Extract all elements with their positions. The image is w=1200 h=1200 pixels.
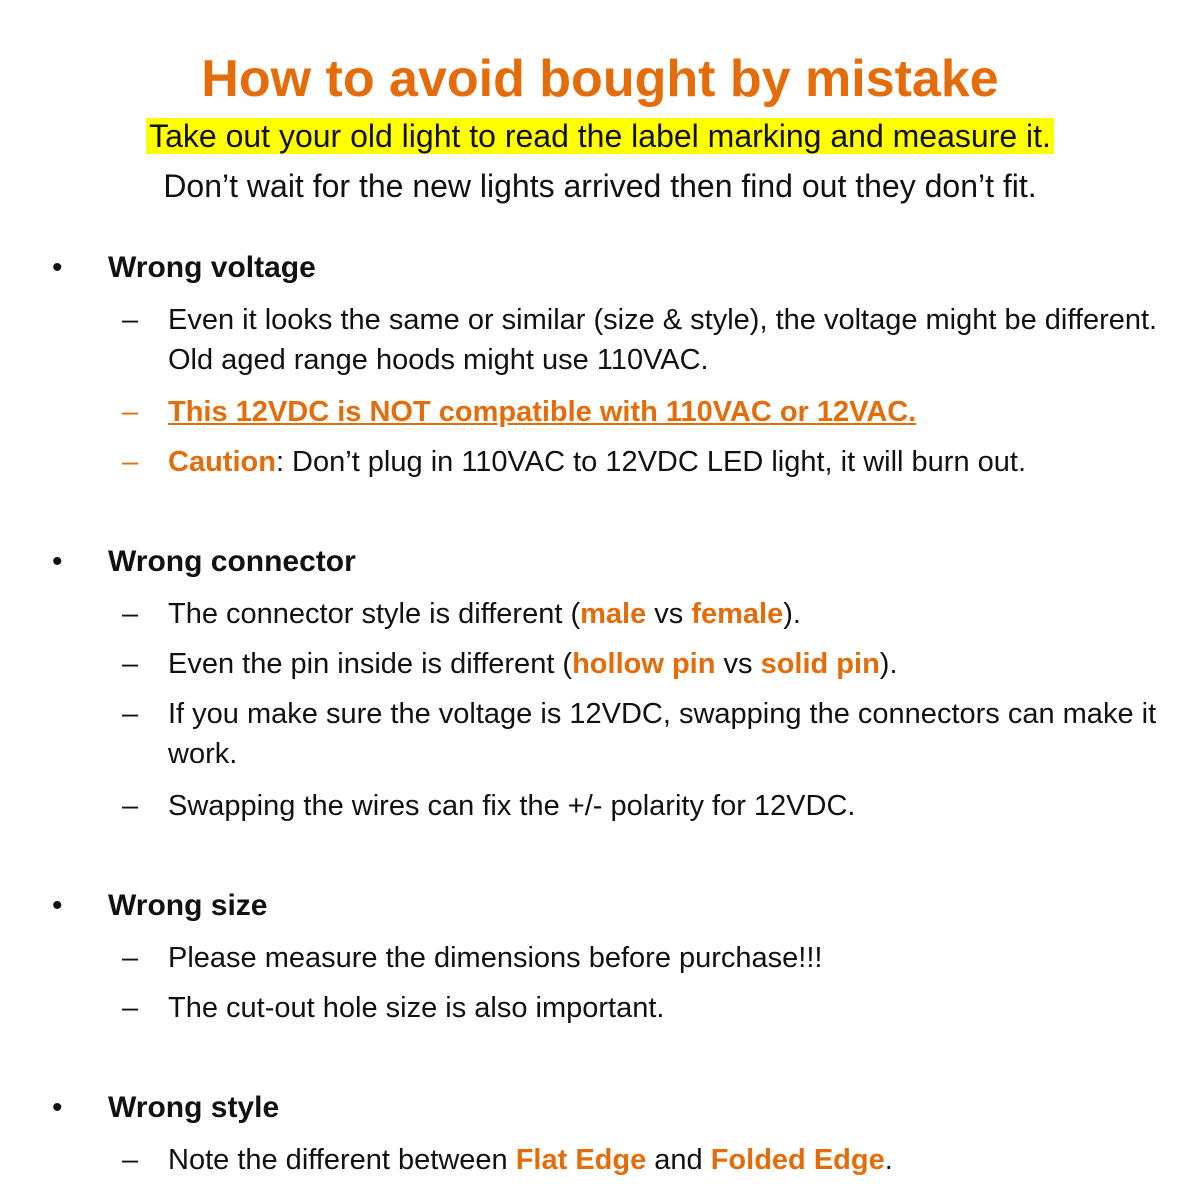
highlight-female: female (691, 598, 784, 630)
bullet-icon: • (52, 251, 63, 284)
bullet-icon: • (52, 1091, 63, 1124)
dash-icon: – (122, 698, 139, 730)
text-part: ). (783, 598, 801, 630)
section-heading-size (52, 886, 267, 926)
list-item (122, 694, 1162, 774)
heading-label: Wrong style (108, 1091, 280, 1124)
dash-icon: – (122, 446, 139, 478)
dash-icon: – (122, 598, 139, 630)
subtitle-highlighted (0, 114, 1200, 158)
dash-icon: – (122, 942, 139, 974)
list-item (122, 644, 1162, 684)
item-text: Even it looks the same or similar (size & style), the voltage might be different. Old aged range hoods might use 110VAC. (168, 304, 1158, 376)
caution-text: : Don’t plug in 110VAC to 12VDC LED light, it will burn out. (275, 446, 1027, 478)
item-text: Swapping the wires can fix the +/- polarity for 12VDC. (168, 790, 856, 822)
text-part: . (884, 1144, 893, 1176)
dash-icon: – (122, 648, 139, 680)
highlight-folded-edge: Folded Edge (710, 1144, 885, 1176)
text-part: Note the different between (168, 1144, 516, 1176)
dash-icon: – (122, 1144, 139, 1176)
section-heading-voltage (52, 248, 316, 288)
text-part: and (646, 1144, 711, 1176)
item-text (168, 1140, 1162, 1180)
text-part: The connector style is different ( (168, 598, 581, 630)
highlight-solid-pin: solid pin (760, 648, 880, 680)
highlight-male: male (580, 598, 647, 630)
item-text-warning: This 12VDC is NOT compatible with 110VAC or 12VAC. (168, 396, 917, 428)
list-item (122, 988, 1162, 1028)
dash-icon: – (122, 304, 139, 336)
heading-label: Wrong connector (108, 545, 356, 578)
item-text (168, 594, 1162, 634)
highlight-flat-edge: Flat Edge (515, 1144, 647, 1176)
section-heading-style (52, 1088, 279, 1128)
heading-label: Wrong size (108, 889, 268, 922)
text-part: ). (879, 648, 898, 680)
text-part: Even the pin inside is different ( (168, 648, 573, 680)
heading-label: Wrong voltage (108, 251, 316, 284)
dash-icon: – (122, 396, 139, 428)
item-text (168, 442, 1162, 482)
list-item (122, 938, 1162, 978)
list-item (122, 442, 1162, 482)
page-title: How to avoid bought by mistake (201, 50, 999, 108)
item-text: The cut-out hole size is also important. (168, 992, 665, 1024)
caution-label: Caution (168, 446, 276, 478)
list-item (122, 1140, 1162, 1180)
subtitle-plain: Don’t wait for the new lights arrived then find out they don’t fit. (163, 168, 1037, 204)
list-item (122, 300, 1162, 380)
dash-icon: – (122, 790, 139, 822)
bullet-icon: • (52, 889, 63, 922)
text-part: vs (646, 598, 692, 630)
list-item (122, 392, 1162, 432)
item-text: If you make sure the voltage is 12VDC, swapping the connectors can make it work. (168, 698, 1157, 770)
highlight-hollow-pin: hollow pin (572, 648, 716, 680)
item-text: Please measure the dimensions before purchase!!! (168, 942, 823, 974)
text-part: vs (715, 648, 761, 680)
list-item (122, 594, 1162, 634)
bullet-icon: • (52, 545, 63, 578)
dash-icon: – (122, 992, 139, 1024)
list-item (122, 786, 1162, 826)
subtitle-highlight-text: Take out your old light to read the label marking and measure it. (146, 118, 1054, 154)
section-heading-connector (52, 542, 356, 582)
item-text (168, 644, 1162, 684)
